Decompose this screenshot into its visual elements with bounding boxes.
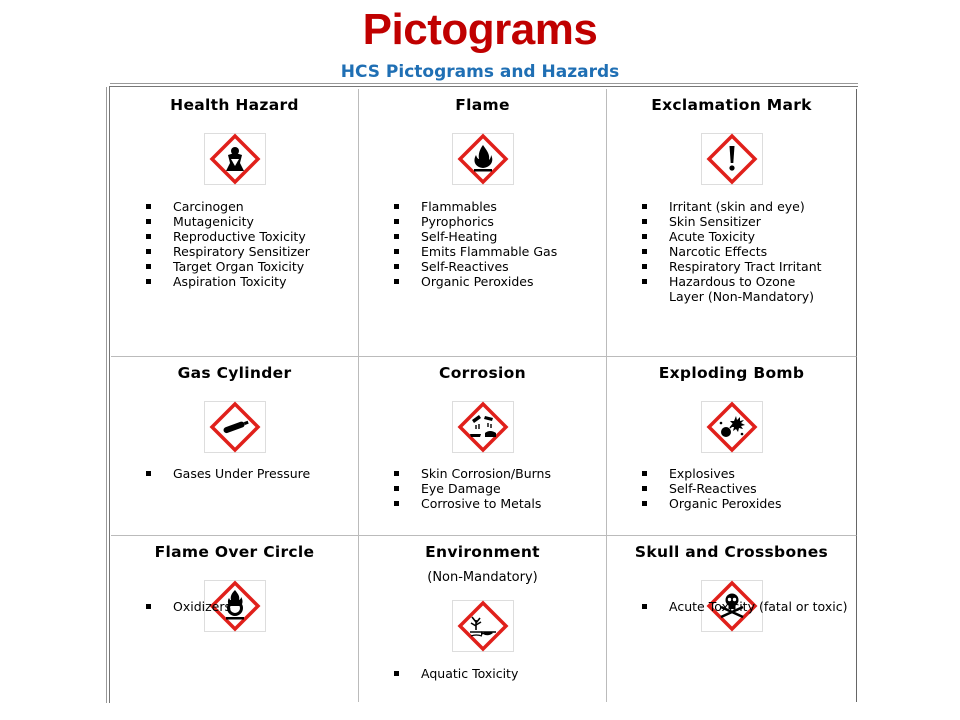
cell-title: Exploding Bomb xyxy=(658,364,805,382)
cell-title: Gas Cylinder xyxy=(177,364,292,382)
gas-cylinder-icon xyxy=(204,401,266,453)
list-item: Emits Flammable Gas xyxy=(393,244,557,259)
page-title: Pictograms xyxy=(362,5,598,54)
cell-environment xyxy=(359,536,607,702)
list-item: Irritant (skin and eye) xyxy=(641,199,829,214)
list-item: Respiratory Sensitizer xyxy=(145,244,310,259)
list-item: Skin Sensitizer xyxy=(641,214,829,229)
list-item: Explosives xyxy=(641,466,782,481)
hazard-list xyxy=(641,199,829,304)
pictogram-table xyxy=(111,89,857,702)
exclamation-mark-icon xyxy=(701,133,763,185)
list-item: Corrosive to Metals xyxy=(393,496,551,511)
list-item: Skin Corrosion/Burns xyxy=(393,466,551,481)
cell-subtitle: (Non-Mandatory) xyxy=(427,570,538,585)
list-item: Organic Peroxides xyxy=(641,496,782,511)
list-item: Target Organ Toxicity xyxy=(145,259,310,274)
list-item: Pyrophorics xyxy=(393,214,557,229)
cell-exclamation-mark xyxy=(607,89,857,357)
list-item: Reproductive Toxicity xyxy=(145,229,310,244)
list-item: Organic Peroxides xyxy=(393,274,557,289)
list-item: Oxidizers xyxy=(145,599,231,614)
cell-title: Skull and Crossbones xyxy=(634,543,829,561)
page-subtitle: HCS Pictograms and Hazards xyxy=(340,62,620,82)
list-item: Self-Reactives xyxy=(641,481,782,496)
environment-icon xyxy=(452,600,514,652)
list-item: Aspiration Toxicity xyxy=(145,274,310,289)
cell-gas-cylinder xyxy=(111,357,359,536)
cell-title: Flame xyxy=(455,96,510,114)
flame-icon xyxy=(452,133,514,185)
list-item: Mutagenicity xyxy=(145,214,310,229)
list-item: Acute Toxicity (fatal or toxic) xyxy=(641,599,859,614)
cell-health-hazard xyxy=(111,89,359,357)
list-item: Respiratory Tract Irritant xyxy=(641,259,829,274)
cell-flame xyxy=(359,89,607,357)
list-item: Hazardous to Ozone Layer (Non-Mandatory) xyxy=(641,274,819,304)
cell-flame-over-circle xyxy=(111,536,359,702)
hazard-list xyxy=(145,466,310,481)
list-item: Narcotic Effects xyxy=(641,244,829,259)
cell-title: Environment xyxy=(425,543,540,561)
cell-skull-and-crossbones xyxy=(607,536,857,702)
cell-exploding-bomb xyxy=(607,357,857,536)
list-item: Carcinogen xyxy=(145,199,310,214)
list-item: Acute Toxicity xyxy=(641,229,829,244)
cell-corrosion xyxy=(359,357,607,536)
cell-title: Exclamation Mark xyxy=(651,96,812,114)
list-item: Self-Heating xyxy=(393,229,557,244)
hazard-list xyxy=(393,466,551,511)
list-item: Self-Reactives xyxy=(393,259,557,274)
hazard-list xyxy=(393,666,518,681)
hazard-list xyxy=(641,599,859,614)
list-item: Flammables xyxy=(393,199,557,214)
list-item: Gases Under Pressure xyxy=(145,466,310,481)
exploding-bomb-icon xyxy=(701,401,763,453)
hazard-list xyxy=(145,199,310,289)
hazard-list xyxy=(145,599,231,614)
cell-title: Health Hazard xyxy=(170,96,299,114)
cell-title: Corrosion xyxy=(439,364,526,382)
hazard-list xyxy=(641,466,782,511)
health-hazard-icon xyxy=(204,133,266,185)
cell-title: Flame Over Circle xyxy=(154,543,315,561)
list-item: Aquatic Toxicity xyxy=(393,666,518,681)
corrosion-icon xyxy=(452,401,514,453)
hazard-list xyxy=(393,199,557,289)
list-item: Eye Damage xyxy=(393,481,551,496)
